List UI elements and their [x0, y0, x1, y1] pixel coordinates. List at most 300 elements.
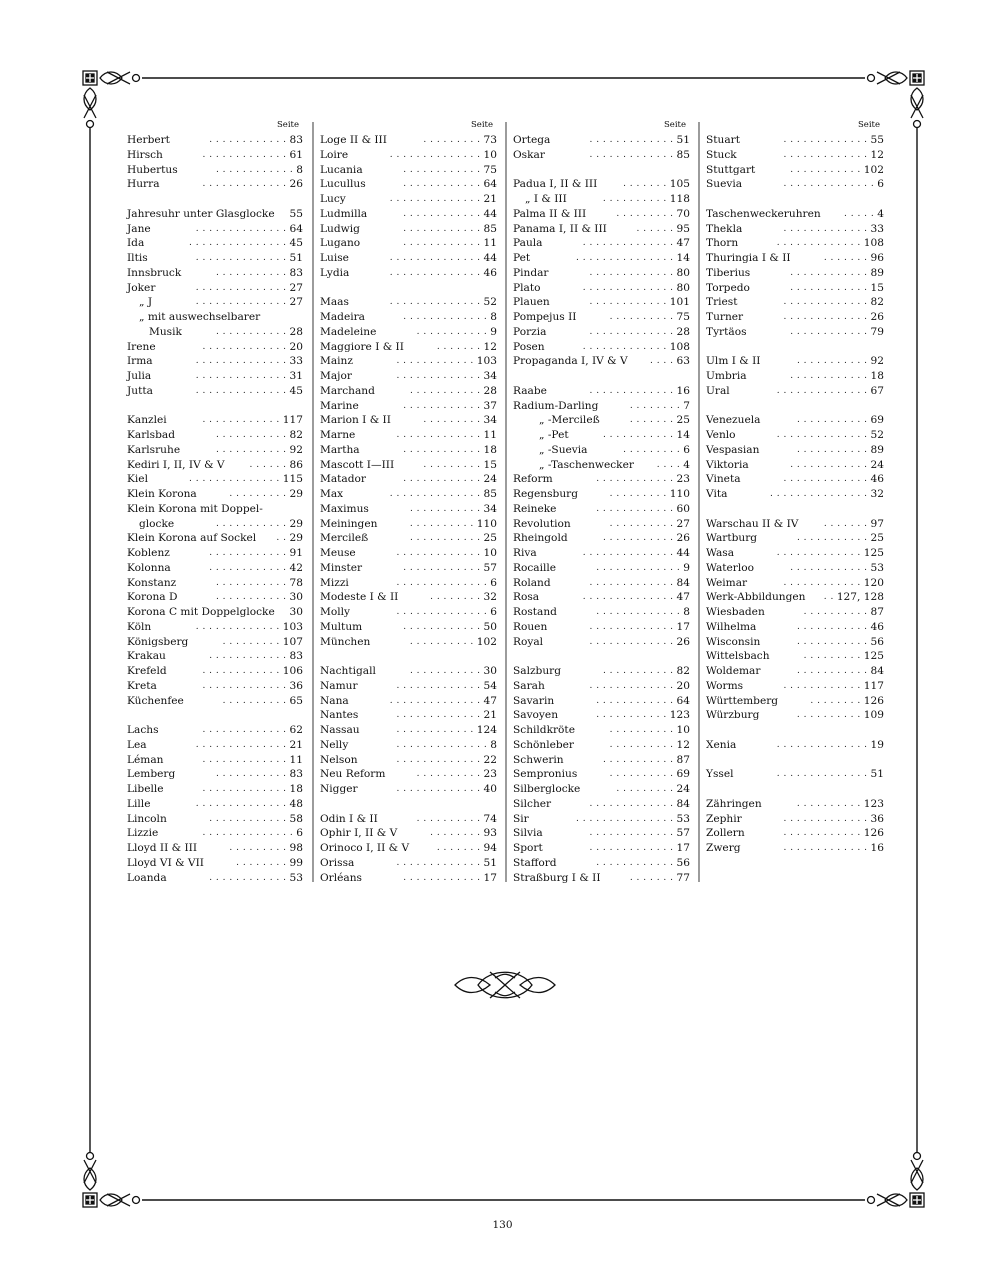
- index-column-4: [706, 122, 884, 856]
- entry-page: 69: [676, 768, 690, 781]
- entry-name: Lucullus: [320, 178, 366, 191]
- entry-page: 42: [289, 561, 303, 574]
- leader-dots: . . . . . . . . . . . . .: [783, 843, 868, 853]
- leader-dots: . . . . . . . . . . . . .: [396, 754, 481, 765]
- entry-name: Ludwig: [320, 222, 360, 235]
- leader-dots: . . . . . . . . . . . . .: [596, 607, 681, 617]
- entry-page: 110: [476, 517, 497, 530]
- index-entry: [706, 841, 884, 856]
- index-entry: [320, 295, 497, 310]
- index-entry: [706, 310, 884, 325]
- entry-page: 17: [676, 842, 690, 854]
- index-entry: [320, 502, 497, 517]
- leader-dots: . . . . . . . . . . . .: [790, 562, 868, 573]
- entry-page: 80: [676, 281, 690, 294]
- entry-page: 60: [676, 502, 690, 515]
- leader-dots: . . . . . . . .: [629, 400, 681, 411]
- entry-name: Sempronius: [513, 768, 578, 781]
- entry-name: Palma II & III: [513, 207, 587, 220]
- entry-name: Modeste I & II: [320, 591, 399, 604]
- page-number: 130: [492, 1219, 513, 1231]
- leader-dots: . . . . . . . . . . . .: [403, 164, 481, 175]
- index-entry: [320, 369, 497, 384]
- leader-dots: . . . . . . . .: [430, 828, 481, 839]
- leader-dots: . . . . . . . . . . . . .: [783, 223, 868, 234]
- entry-page: 124: [476, 724, 497, 736]
- entry-name: Roland: [513, 576, 551, 589]
- leader-dots: . . . . . . . . . .: [416, 813, 481, 824]
- entry-page: 64: [676, 694, 690, 707]
- entry-page: 9: [683, 561, 690, 574]
- entry-page: 84: [676, 797, 690, 810]
- index-entry: [706, 458, 884, 473]
- index-entry: [513, 856, 690, 871]
- entry-name: Madeleine: [320, 325, 377, 338]
- entry-page: 78: [289, 576, 303, 589]
- leader-dots: . . . . . . . . . . . .: [209, 813, 287, 824]
- entry-name: Wittelsbach: [706, 650, 770, 663]
- leader-dots: . . . . . . . . . . . . .: [403, 312, 488, 322]
- entry-name: Musik: [149, 325, 182, 338]
- index-entry: [127, 576, 303, 591]
- leader-dots: . . . . . . . . . . . . . .: [389, 297, 481, 308]
- index-entry: [127, 251, 303, 266]
- leader-dots: . . . . . . . . . . . . .: [582, 341, 667, 352]
- leader-dots: . . . . . . . . . . . . . .: [776, 769, 868, 780]
- entry-name: Stuck: [706, 148, 737, 161]
- entry-name: Triest: [706, 296, 738, 309]
- entry-name: Mizzi: [320, 576, 349, 589]
- leader-dots: . . . . . . .: [436, 843, 481, 853]
- entry-name: Schildkröte: [513, 724, 575, 736]
- entry-page: 24: [483, 473, 497, 486]
- leader-dots: . . . . . . . . . . . .: [209, 548, 287, 558]
- index-entry: [513, 399, 690, 414]
- index-entry: [513, 177, 690, 192]
- index-entry: [706, 354, 884, 369]
- entry-page: 53: [289, 871, 303, 884]
- index-entry: [320, 856, 497, 871]
- entry-page: 74: [483, 812, 497, 825]
- index-entry: [513, 428, 690, 443]
- leader-dots: . . . . . . . . . .: [416, 769, 481, 780]
- index-entry: [513, 797, 690, 812]
- leader-dots: . . . . . . . . . .: [803, 607, 868, 617]
- index-entry: [513, 590, 690, 605]
- entry-name: Nelly: [320, 738, 349, 751]
- index-entry: [127, 531, 303, 546]
- entry-page: 24: [676, 783, 690, 795]
- leader-dots: . . . . . . . . .: [803, 651, 861, 662]
- index-column-2: [320, 122, 497, 885]
- spacer-row: [706, 340, 884, 355]
- entry-page: 6: [683, 443, 690, 456]
- entry-page: 61: [289, 148, 303, 161]
- entry-name: Turner: [706, 311, 744, 323]
- entry-name: Plauen: [513, 296, 550, 309]
- entry-name: Pet: [513, 252, 531, 264]
- index-entry: [320, 192, 497, 207]
- entry-name: Zollern: [706, 827, 745, 840]
- index-entry: [127, 738, 303, 753]
- entry-name: Pindar: [513, 266, 549, 279]
- leader-dots: . . . . . . . . . . . . .: [776, 548, 861, 558]
- leader-dots: . . . . . . . . . . . . . .: [195, 739, 287, 750]
- index-rows: [320, 133, 497, 885]
- leader-dots: . . . . . . . . . . . . . . .: [189, 238, 287, 249]
- entry-page: 14: [676, 252, 690, 264]
- index-entry: [127, 384, 303, 399]
- index-entry: [127, 148, 303, 163]
- index-entry: [706, 531, 884, 546]
- leader-dots: . . . . . . .: [436, 341, 481, 352]
- leader-dots: . . . . . . . . . . . . .: [202, 149, 287, 160]
- leader-dots: . . . . . . . . . . . .: [209, 651, 287, 662]
- index-entry: [127, 472, 303, 487]
- entry-name: „ J: [139, 296, 153, 309]
- entry-page: 82: [676, 665, 690, 677]
- entry-page: 80: [676, 266, 690, 279]
- entry-name: Multum: [320, 620, 363, 633]
- entry-page: 45: [289, 384, 303, 397]
- entry-page: 14: [676, 429, 690, 441]
- entry-page: 22: [483, 753, 497, 766]
- entry-name: Savarin: [513, 694, 555, 707]
- index-entry: [320, 605, 497, 620]
- entry-name: Oskar: [513, 148, 545, 161]
- entry-name: Meiningen: [320, 517, 378, 530]
- entry-name: Plato: [513, 281, 541, 294]
- entry-page: 125: [863, 650, 884, 663]
- index-entry: [706, 133, 884, 148]
- entry-name: Kediri I, II, IV & V: [127, 458, 225, 471]
- entry-name: Karlsruhe: [127, 443, 181, 456]
- index-entry: [320, 561, 497, 576]
- entry-page: 108: [669, 340, 690, 353]
- entry-page: 98: [289, 842, 303, 854]
- index-entry: [513, 664, 690, 679]
- index-entry: [513, 251, 690, 266]
- entry-name: Martha: [320, 443, 360, 456]
- entry-name: Marne: [320, 429, 356, 441]
- leader-dots: . . . . . . . . . . . . . .: [389, 489, 481, 499]
- index-entry: [127, 826, 303, 841]
- entry-page: 25: [676, 414, 690, 427]
- index-entry: [706, 148, 884, 163]
- leader-dots: . . . . . . . . . . .: [796, 621, 868, 632]
- spacer-row: [127, 399, 303, 414]
- entry-name: München: [320, 635, 371, 648]
- spacer-row: [513, 649, 690, 664]
- entry-name: Silcher: [513, 797, 552, 810]
- leader-dots: . . . . . . . . . . . . .: [202, 784, 287, 794]
- index-entry: [706, 177, 884, 192]
- entry-name: Krefeld: [127, 665, 167, 677]
- entry-name: Propaganda I, IV & V: [513, 355, 628, 368]
- entry-name: Württemberg: [706, 694, 779, 707]
- leader-dots: . . . . . . . . . . . . .: [202, 725, 287, 735]
- entry-page: 32: [870, 488, 884, 500]
- entry-page: 50: [483, 620, 497, 633]
- index-entry: [706, 295, 884, 310]
- entry-name: Neu Reform: [320, 768, 386, 781]
- leader-dots: . . . . . . . . . . . . . .: [582, 548, 674, 558]
- entry-page: 20: [289, 340, 303, 353]
- entry-name: Venlo: [706, 429, 736, 441]
- leader-dots: . . . . . . . . . . . .: [403, 238, 481, 249]
- entry-name: Königsberg: [127, 635, 189, 648]
- entry-name: Rostand: [513, 606, 557, 618]
- entry-name: Würzburg: [706, 709, 760, 722]
- entry-name: Lloyd VI & VII: [127, 856, 204, 869]
- entry-page: 30: [289, 606, 303, 618]
- spacer-row: [320, 797, 497, 812]
- index-entry: [513, 222, 690, 237]
- entry-page: 64: [289, 222, 303, 235]
- entry-name: Thuringia I & II: [706, 252, 791, 264]
- leader-dots: . . . . . . . . . . . . . .: [195, 297, 287, 308]
- leader-dots: . . . . . . . . . . . . .: [589, 326, 674, 337]
- spacer-row: [706, 192, 884, 207]
- entry-name: Loire: [320, 148, 349, 161]
- index-entry: [320, 207, 497, 222]
- index-entry: [320, 590, 497, 605]
- entry-name: Torpedo: [706, 281, 750, 294]
- entry-page: 110: [669, 488, 690, 500]
- leader-dots: . . . . . . . . . .: [609, 312, 674, 322]
- entry-name: Klein Korona: [127, 488, 197, 500]
- entry-name: Nantes: [320, 709, 359, 722]
- leader-dots: . . . . . . . . . . . .: [403, 400, 481, 411]
- leader-dots: . . . . . . . . . . . . .: [589, 577, 674, 588]
- entry-page: 23: [483, 768, 497, 781]
- entry-name: Jane: [127, 222, 151, 235]
- entry-page: 107: [282, 635, 303, 648]
- entry-page: 12: [676, 738, 690, 751]
- entry-page: 47: [676, 237, 690, 250]
- entry-page: 25: [483, 532, 497, 545]
- entry-page: 33: [289, 355, 303, 368]
- index-entry: [513, 354, 690, 369]
- entry-page: 4: [683, 458, 690, 471]
- leader-dots: . . . . . . . . . . .: [409, 533, 481, 544]
- leader-dots: . . . . . . . . . . . . . .: [195, 385, 287, 396]
- index-entry: [127, 340, 303, 355]
- entry-name: Rouen: [513, 620, 548, 633]
- index-rows: [127, 133, 303, 885]
- leader-dots: . . . . . . . . .: [229, 489, 287, 499]
- leader-dots: . . . . . . . . . . . . .: [202, 341, 287, 352]
- leader-dots: . . . . . . . . . . . .: [790, 371, 868, 381]
- index-entry: [320, 325, 497, 340]
- entry-page: 40: [483, 783, 497, 795]
- index-entry: [513, 340, 690, 355]
- entry-page: 117: [282, 414, 303, 427]
- entry-page: 51: [870, 768, 884, 781]
- entry-page: 56: [870, 635, 884, 648]
- leader-dots: . . . . . . . . . . . . .: [589, 636, 674, 647]
- entry-page: 52: [870, 429, 884, 441]
- column-header-seite: Seite: [663, 120, 686, 130]
- entry-page: 12: [870, 148, 884, 161]
- index-entry: [320, 753, 497, 768]
- index-entry: [513, 679, 690, 694]
- leader-dots: . . . . . . . . . . . .: [202, 415, 280, 426]
- entry-page: 123: [863, 797, 884, 810]
- entry-name: „ I & III: [525, 193, 567, 205]
- entry-page: 75: [676, 311, 690, 323]
- entry-page: 19: [870, 738, 884, 751]
- entry-page: 29: [289, 488, 303, 500]
- index-entry: [320, 177, 497, 192]
- leader-dots: . . . . . . . . . . .: [796, 533, 868, 544]
- entry-name: Molly: [320, 606, 350, 618]
- entry-page: 10: [676, 724, 690, 736]
- entry-name: Irene: [127, 340, 156, 353]
- leader-dots: . . . . . . . . . . . .: [403, 621, 481, 632]
- entry-name: Kiel: [127, 473, 148, 486]
- entry-name: Royal: [513, 635, 544, 648]
- leader-dots: . . . . . . . . .: [616, 784, 674, 794]
- column-header-seite: Seite: [276, 120, 299, 130]
- entry-name: Padua I, II & III: [513, 178, 598, 191]
- entry-name: Zwerg: [706, 842, 741, 854]
- entry-name: Wilhelma: [706, 620, 757, 633]
- leader-dots: . . . . . . . . .: [423, 459, 481, 470]
- index-entry: [320, 871, 497, 886]
- index-entry: [706, 428, 884, 443]
- index-entry: [706, 443, 884, 458]
- leader-dots: . . . . . . . . . . . . . .: [389, 253, 481, 263]
- leader-dots: . . . .: [649, 356, 674, 367]
- entry-page: 15: [483, 458, 497, 471]
- leader-dots: . . . . . . . . . . . . . .: [582, 592, 674, 603]
- leader-dots: . . . . . . . . . . .: [215, 769, 287, 780]
- entry-page: 12: [483, 340, 497, 353]
- entry-page: 108: [863, 237, 884, 250]
- leader-dots: . . . . . . . . . . . . . . .: [770, 489, 868, 499]
- index-entry: [127, 163, 303, 178]
- leader-dots: . . . . . . . . . . .: [215, 577, 287, 588]
- entry-name: Köln: [127, 620, 152, 633]
- index-entry: [513, 635, 690, 650]
- entry-page: 83: [289, 266, 303, 279]
- index-entry: [320, 826, 497, 841]
- entry-page: 83: [289, 650, 303, 663]
- entry-name: Kolonna: [127, 561, 171, 574]
- spacer-row: [706, 782, 884, 797]
- leader-dots: . .: [823, 592, 834, 603]
- entry-name: Julia: [127, 370, 152, 382]
- index-entry: [513, 871, 690, 886]
- entry-page: 53: [676, 812, 690, 825]
- entry-name: Nachtigall: [320, 665, 376, 677]
- entry-name: Lachs: [127, 724, 159, 736]
- entry-name: Maggiore I & II: [320, 340, 404, 353]
- entry-name: Reform: [513, 473, 553, 486]
- leader-dots: . . . . . . . .: [236, 857, 287, 868]
- index-entry: [127, 812, 303, 827]
- index-entry: [513, 738, 690, 753]
- leader-dots: . . . . . . . . . . . . . .: [389, 267, 481, 278]
- entry-page: 57: [483, 561, 497, 574]
- entry-page: 69: [870, 414, 884, 427]
- index-entry: [706, 207, 884, 222]
- column-header-seite: Seite: [470, 120, 493, 130]
- entry-name: Wartburg: [706, 532, 758, 545]
- entry-page: 64: [483, 178, 497, 191]
- leader-dots: . . . . . . . . . .: [796, 798, 861, 809]
- leader-dots: . . . . . . . . . . .: [796, 356, 868, 367]
- index-entry: [320, 472, 497, 487]
- entry-page: 6: [877, 178, 884, 191]
- leader-dots: . . . . . . . . . . . . . .: [396, 739, 488, 750]
- index-entry: [127, 561, 303, 576]
- leader-dots: . . . . . . . . . . . .: [596, 474, 674, 485]
- leader-dots: . . . . . . . . . . . .: [202, 666, 280, 676]
- leader-dots: . . . . . . .: [823, 253, 868, 263]
- leader-dots: . . . . . . . . . . . . .: [589, 621, 674, 632]
- index-entry: [127, 590, 303, 605]
- leader-dots: . . . . . . . . . . . .: [209, 872, 287, 883]
- index-entry: [320, 384, 497, 399]
- entry-name: Lemberg: [127, 768, 176, 781]
- index-entry: [320, 723, 497, 738]
- entry-page: 48: [289, 797, 303, 810]
- entry-page: 18: [483, 443, 497, 456]
- entry-name: Nelson: [320, 753, 358, 766]
- leader-dots: . . . . . . . . . . . .: [596, 503, 674, 514]
- entry-page: 63: [676, 355, 690, 368]
- entry-name: Major: [320, 370, 352, 382]
- leader-dots: . . . . . . . . . . .: [790, 164, 861, 175]
- leader-dots: . . . . . . .: [623, 179, 667, 190]
- index-entry: [320, 708, 497, 723]
- leader-dots: . . . . . . . . . . . . .: [396, 371, 481, 381]
- index-entry: [513, 605, 690, 620]
- index-entry: [513, 310, 690, 325]
- entry-page: 127, 128: [836, 591, 884, 604]
- entry-name: Nigger: [320, 783, 358, 795]
- entry-name: Stuttgart: [706, 163, 756, 176]
- index-entry: [706, 266, 884, 281]
- entry-page: 15: [870, 281, 884, 294]
- entry-name: Lincoln: [127, 812, 167, 825]
- leader-dots: . . . . . . . . . . . . .: [783, 813, 868, 824]
- entry-page: 30: [289, 591, 303, 604]
- index-entry: [706, 576, 884, 591]
- index-entry: [706, 708, 884, 723]
- leader-dots: . . . . . . .: [629, 415, 674, 426]
- entry-name: Revolution: [513, 517, 571, 530]
- entry-name: Léman: [127, 753, 164, 766]
- entry-page: 57: [676, 827, 690, 840]
- entry-page: 34: [483, 502, 497, 515]
- index-entry: [706, 222, 884, 237]
- entry-page: 27: [676, 517, 690, 530]
- index-entry: [320, 133, 497, 148]
- entry-page: 75: [483, 163, 497, 176]
- leader-dots: . . . . . . . . .: [609, 489, 667, 499]
- leader-dots: . . . . . . . . . . . . . .: [195, 223, 287, 234]
- entry-name: Lucania: [320, 163, 363, 176]
- entry-page: 85: [483, 222, 497, 235]
- leader-dots: . . . . . . . . . . .: [602, 666, 674, 676]
- entry-name: Umbria: [706, 370, 747, 382]
- leader-dots: . . . . . . . . . . . .: [403, 562, 481, 573]
- leader-dots: . . . . . . . . . . .: [215, 267, 287, 278]
- entry-page: 7: [683, 399, 690, 412]
